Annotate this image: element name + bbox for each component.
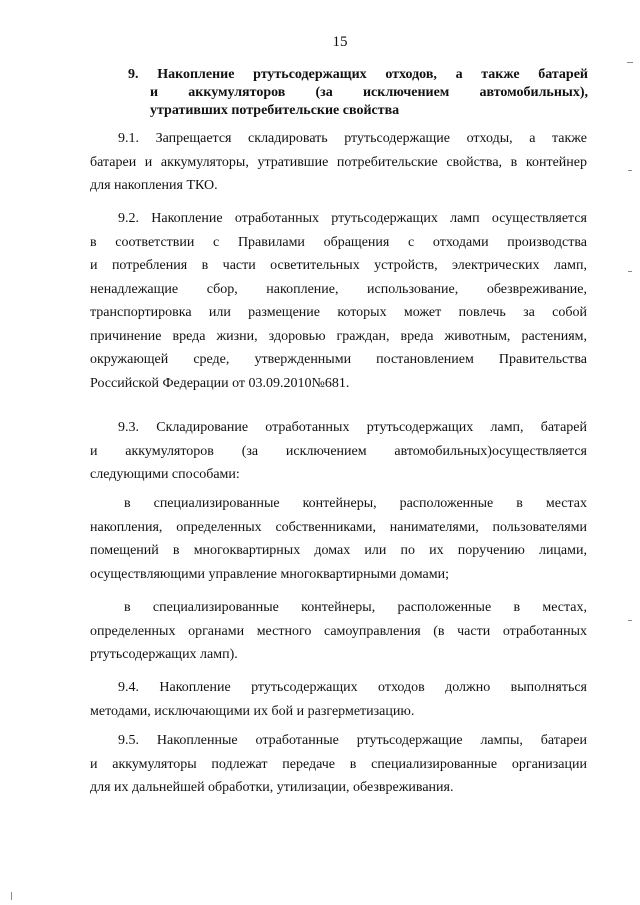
paragraph-line: определенных органами местного самоуправления (в части отработанных <box>90 623 587 639</box>
paragraph-line: в специализированные контейнеры, расположенные в местах <box>124 496 587 511</box>
paragraph-9-4 <box>90 676 587 723</box>
paragraph-line: накопления, определенных собственниками, нанимателями, пользователями <box>90 519 587 535</box>
paragraph-9-2 <box>90 207 587 395</box>
list-item-b <box>90 596 587 667</box>
section-heading <box>128 66 588 120</box>
page-number: 15 <box>332 34 348 50</box>
paragraph-line: методами, исключающими их бой и разгерметизацию. <box>90 703 415 719</box>
paragraph-line: батареи и аккумуляторы, утратившие потребительские свойства, в контейнер <box>90 154 587 170</box>
paragraph-line: окружающей среде, утвержденными постановлением Правительства <box>90 352 587 367</box>
paragraph-line: и аккумуляторы подлежат передаче в специализированные организации <box>90 756 587 772</box>
paragraph-line: 9.5. Накопленные отработанные ртутьсодержащие лампы, батареи <box>118 733 587 748</box>
paragraph-9-3 <box>90 416 587 487</box>
scan-mark <box>628 620 632 621</box>
paragraph-line: 9.3. Складирование отработанных ртутьсодержащих ламп, батарей <box>118 420 587 435</box>
paragraph-line: осуществляющими управление многоквартирными домами; <box>90 566 449 582</box>
paragraph-line: для накопления ТКО. <box>90 178 218 193</box>
paragraph-line: 9.1. Запрещается складировать ртутьсодержащие отходы, а также <box>118 131 587 146</box>
list-item-a <box>90 492 587 586</box>
scan-mark <box>628 170 632 171</box>
paragraph-line: ртутьсодержащих ламп). <box>90 647 238 662</box>
paragraph-line: следующими способами: <box>90 467 240 482</box>
scan-mark <box>628 271 632 272</box>
heading-line-2: и аккумуляторов (за исключением автомобильных), <box>150 85 588 100</box>
paragraph-line: 9.4. Накопление ртутьсодержащих отходов должно выполняться <box>118 680 587 695</box>
paragraph-line: в специализированные контейнеры, расположенные в местах, <box>124 600 587 615</box>
paragraph-line: 9.2. Накопление отработанных ртутьсодержащих ламп осуществляется <box>118 211 587 226</box>
paragraph-line: причинение вреда жизни, здоровью граждан, вреда животным, растениям, <box>90 328 587 344</box>
paragraph-9-5 <box>90 729 587 800</box>
scan-mark <box>11 892 12 900</box>
paragraph-line: и потребления в части осветительных устройств, электрических ламп, <box>90 258 587 273</box>
paragraph-line: транспортировка или размещение которых может повлечь за собой <box>90 305 587 320</box>
heading-line-1: 9. Накопление ртутьсодержащих отходов, а также батарей <box>128 67 588 82</box>
paragraph-line: помещений в многоквартирных домах или по их поручению лицами, <box>90 543 587 558</box>
paragraph-line: для их дальнейшей обработки, утилизации, обезвреживания. <box>90 780 454 795</box>
paragraph-line: и аккумуляторов (за исключением автомобильных)осуществляется <box>90 443 587 459</box>
scan-mark <box>627 62 633 63</box>
heading-line-3: утративших потребительские свойства <box>150 103 400 118</box>
paragraph-line: в соответствии с Правилами обращения с отходами производства <box>90 234 587 250</box>
paragraph-line: ненадлежащие сбор, накопление, использование, обезвреживание, <box>90 281 587 297</box>
paragraph-line: Российской Федерации от 03.09.2010№681. <box>90 375 350 391</box>
paragraph-9-1 <box>90 127 587 198</box>
